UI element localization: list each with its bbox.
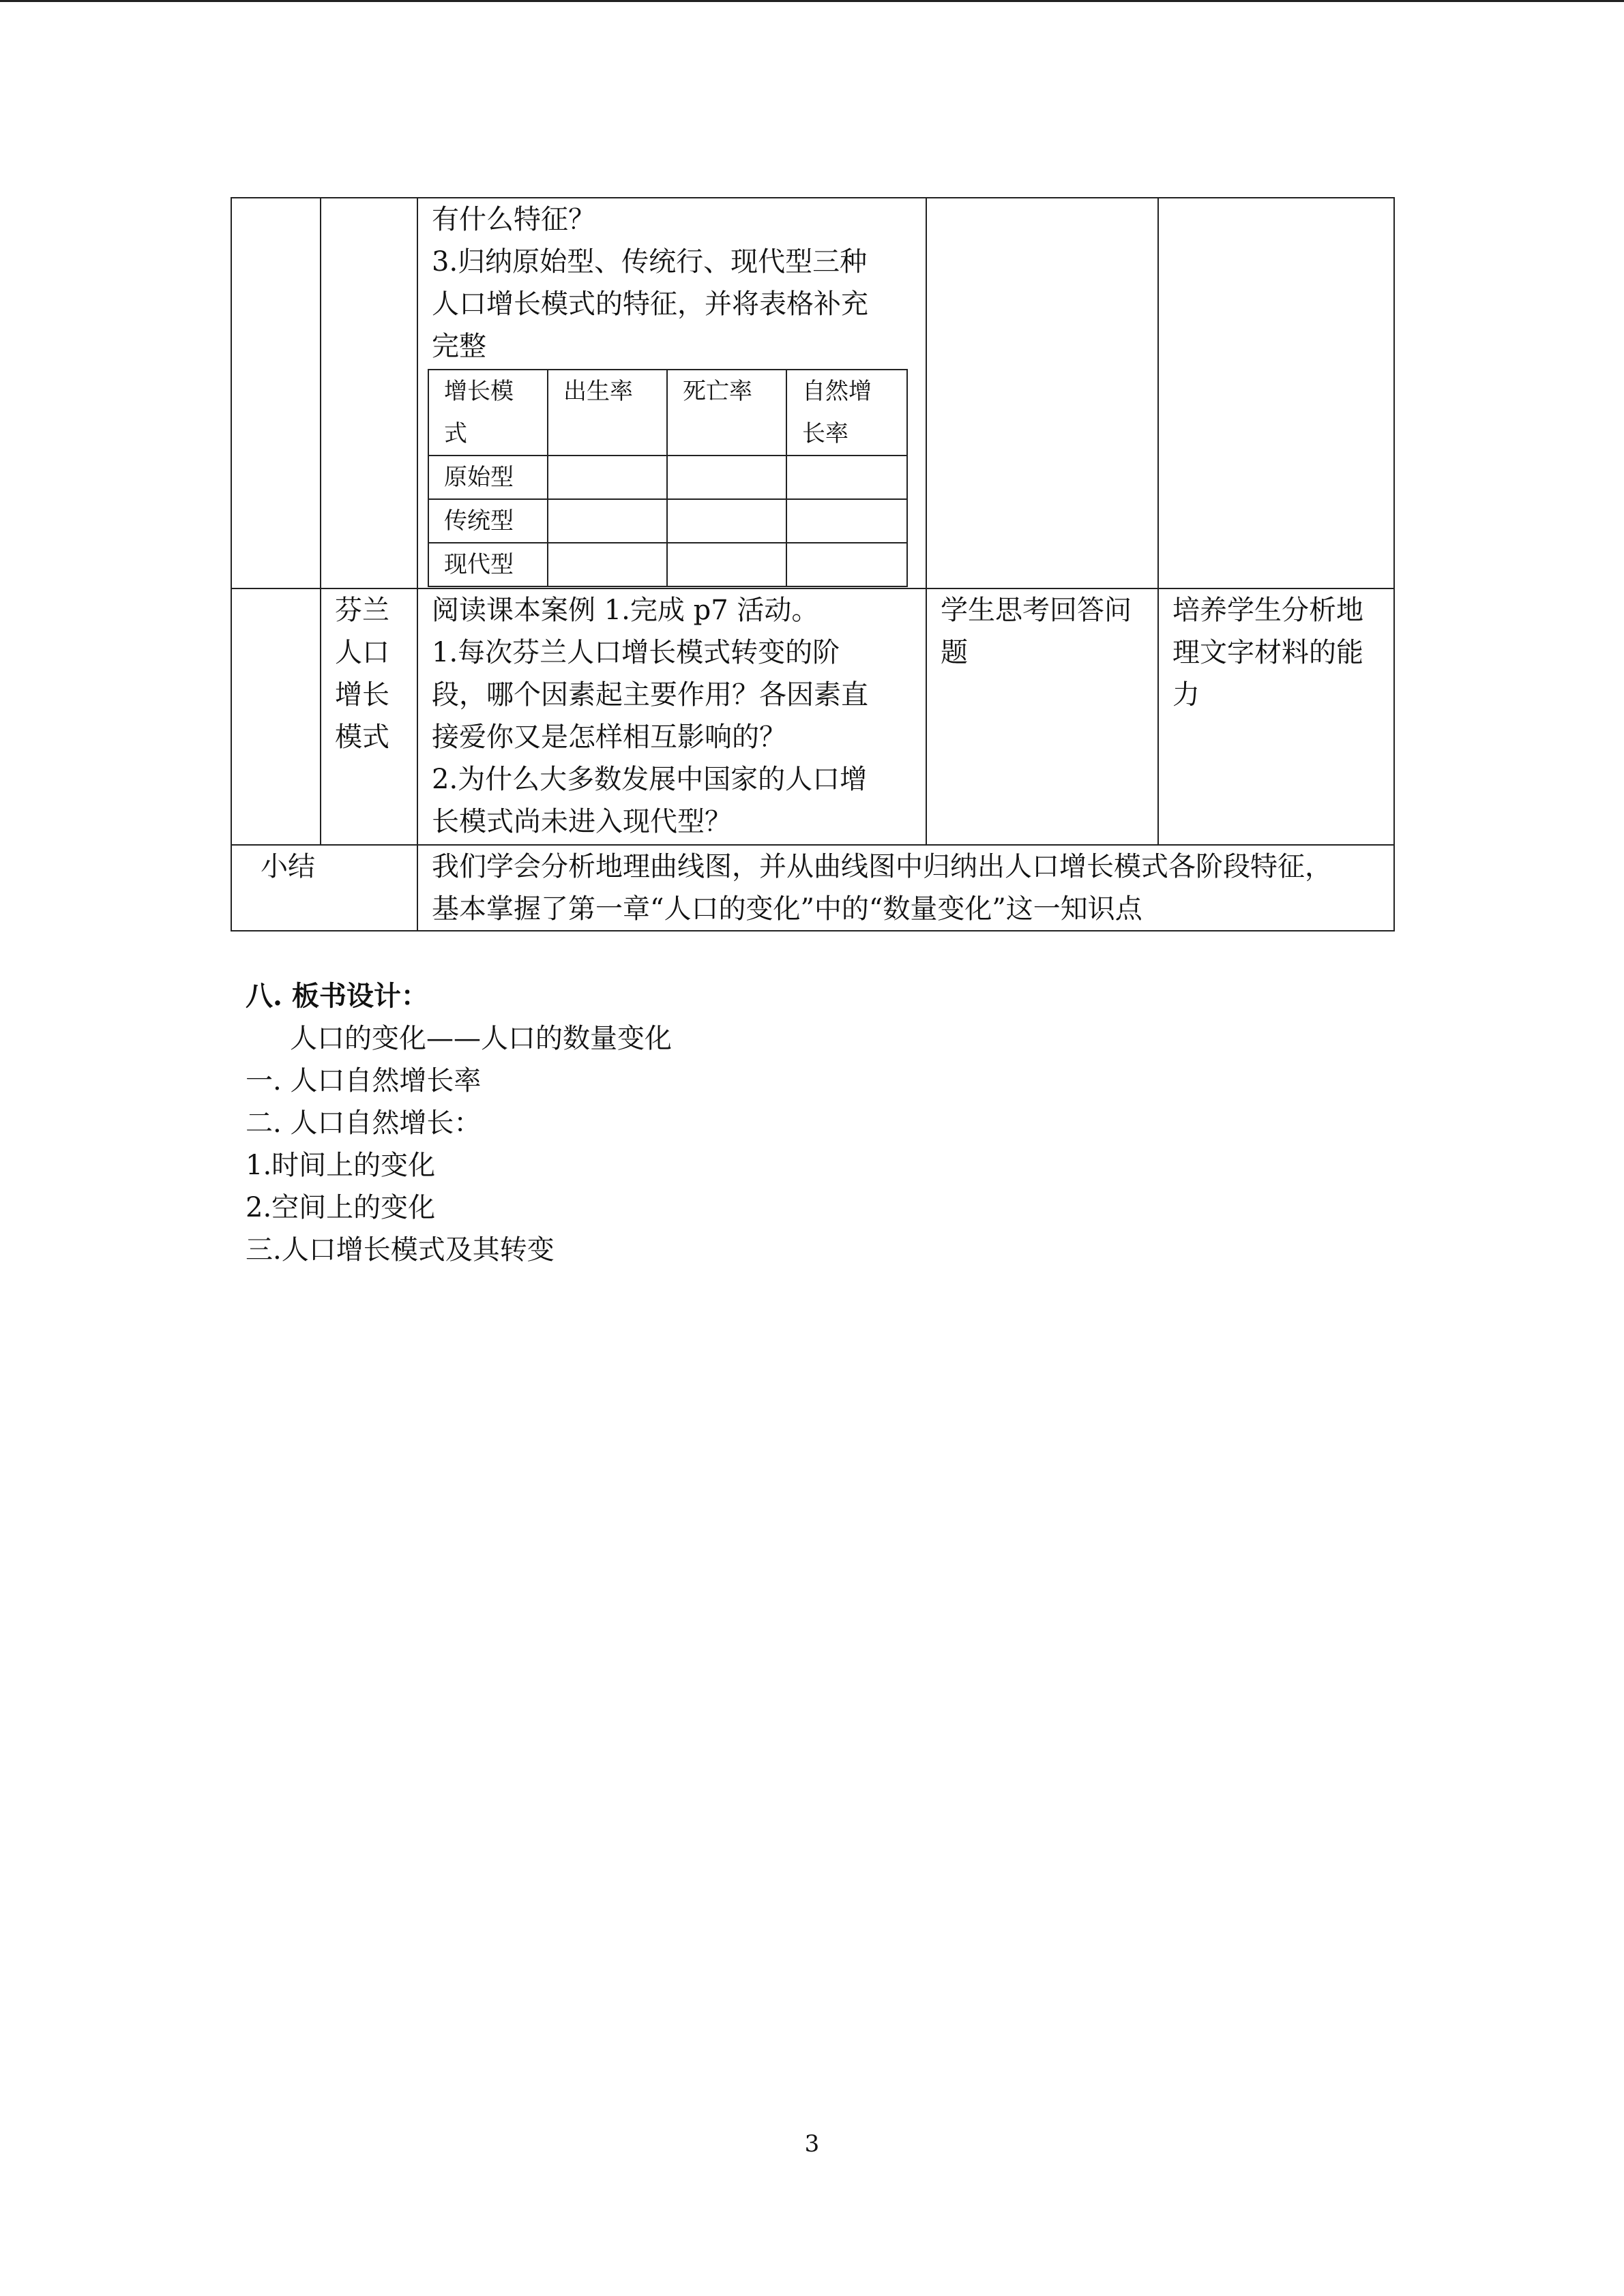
row-label-cell: 传统型 xyxy=(428,499,548,543)
empty-cell xyxy=(548,499,667,543)
board-item: 三.人口增长模式及其转变 xyxy=(246,1234,555,1266)
table-row xyxy=(428,499,907,543)
content-line: 段，哪个因素起主要作用？各因素直 xyxy=(432,679,868,711)
board-item: 二. 人口自然增长： xyxy=(246,1107,482,1139)
content-line: 接爱你又是怎样相互影响的？ xyxy=(432,721,786,753)
row-label-cell: 现代型 xyxy=(428,543,548,586)
stage-cell xyxy=(231,198,321,588)
page-number: 3 xyxy=(804,2130,820,2158)
header-text: 长率 xyxy=(802,420,848,447)
design-purpose-cell xyxy=(1158,588,1394,845)
topic-line: 人口 xyxy=(335,637,389,668)
topic-cell xyxy=(321,198,417,588)
content-line: 2.为什么大多数发展中国家的人口增 xyxy=(432,764,868,795)
table-row xyxy=(428,543,907,586)
purpose-line: 理文字材料的能 xyxy=(1172,637,1363,668)
empty-cell xyxy=(548,543,667,586)
board-item: 一. 人口自然增长率 xyxy=(246,1065,482,1097)
page-top-border xyxy=(0,0,1624,2)
purpose-line: 力 xyxy=(1172,679,1200,711)
content-cell xyxy=(417,198,926,588)
header-text: 死亡率 xyxy=(683,378,752,405)
section-heading: 八. 板书设计： xyxy=(246,980,428,1012)
growth-mode-table xyxy=(428,369,908,587)
content-line: 人口增长模式的特征，并将表格补充 xyxy=(432,288,868,320)
topic-line: 增长 xyxy=(335,679,389,711)
empty-cell xyxy=(786,543,907,586)
empty-cell xyxy=(786,499,907,543)
header-text: 自然增 xyxy=(802,378,872,405)
summary-line: 基本掌握了第一章“人口的变化”中的“数量变化”这一知识点 xyxy=(432,893,1142,925)
content-line: 3.归纳原始型、传统行、现代型三种 xyxy=(432,246,868,278)
table-row xyxy=(231,198,1394,588)
header-text: 增长模 xyxy=(444,378,514,405)
content-line: 阅读课本案例 1.完成 p7 活动。 xyxy=(432,595,819,626)
student-activity-cell xyxy=(926,198,1158,588)
table-row xyxy=(231,588,1394,845)
empty-cell xyxy=(667,499,786,543)
board-item: 1.时间上的变化 xyxy=(246,1150,436,1181)
topic-line: 模式 xyxy=(335,721,389,753)
content-line: 1.每次芬兰人口增长模式转变的阶 xyxy=(432,637,840,668)
student-line: 学生思考回答问 xyxy=(941,595,1132,626)
student-line: 题 xyxy=(941,637,968,668)
board-design-section xyxy=(246,975,672,1271)
topic-cell xyxy=(321,588,417,845)
row-label-cell: 原始型 xyxy=(428,456,548,499)
header-text: 式 xyxy=(444,420,467,447)
student-activity-cell xyxy=(926,588,1158,845)
lesson-table xyxy=(231,197,1395,931)
header-text: 出生率 xyxy=(563,378,633,405)
header-cell xyxy=(548,370,667,456)
content-line: 完整 xyxy=(432,331,486,362)
board-item: 2.空间上的变化 xyxy=(246,1192,436,1223)
stage-cell xyxy=(231,588,321,845)
summary-label: 小结 xyxy=(261,851,315,882)
header-cell xyxy=(667,370,786,456)
content-cell xyxy=(417,588,926,845)
design-purpose-cell xyxy=(1158,198,1394,588)
header-cell xyxy=(428,370,548,456)
empty-cell xyxy=(786,456,907,499)
empty-cell xyxy=(667,543,786,586)
purpose-line: 培养学生分析地 xyxy=(1172,595,1363,626)
table-row xyxy=(428,370,907,456)
board-title: 人口的变化——人口的数量变化 xyxy=(290,1023,672,1054)
content-line: 长模式尚未进入现代型？ xyxy=(432,806,732,837)
summary-content-cell xyxy=(417,845,1394,931)
header-cell xyxy=(786,370,907,456)
topic-line: 芬兰 xyxy=(335,595,389,626)
table-row xyxy=(428,456,907,499)
summary-label-cell xyxy=(231,845,417,931)
content-line: 有什么特征？ xyxy=(432,204,595,235)
empty-cell xyxy=(667,456,786,499)
table-row xyxy=(231,845,1394,931)
summary-line: 我们学会分析地理曲线图，并从曲线图中归纳出人口增长模式各阶段特征， xyxy=(432,851,1332,882)
empty-cell xyxy=(548,456,667,499)
